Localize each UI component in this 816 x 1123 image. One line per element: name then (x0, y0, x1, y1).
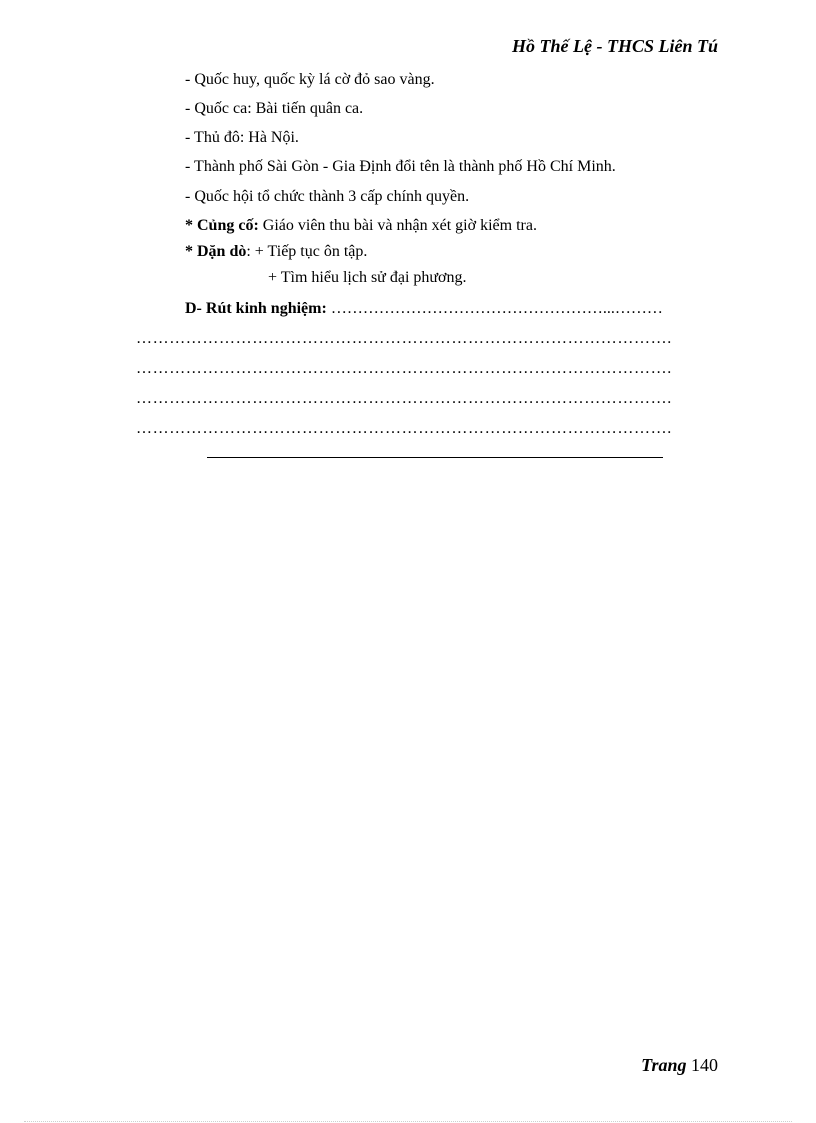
dan-do-text-2: + Tìm hiểu lịch sử đại phương. (268, 269, 467, 286)
list-item: - Thành phố Sài Gòn - Gia Định đổi tên là thành phố Hồ Chí Minh. (185, 158, 616, 175)
list-item: - Quốc hội tổ chức thành 3 cấp chính quyền. (185, 188, 470, 205)
divider (207, 457, 663, 458)
rut-kinh-nghiem-line (185, 299, 663, 319)
page-header: Hồ Thế Lệ - THCS Liên Tú (512, 36, 718, 56)
dan-do-text: : + Tiếp tục ôn tập. (246, 243, 368, 260)
cung-co-line (185, 216, 537, 236)
dan-do-label: * Dặn dò (185, 243, 247, 260)
dotted-line: ……………………………………………………………………………………. (136, 420, 672, 437)
page-number: 140 (691, 1055, 718, 1075)
rut-kinh-nghiem-dots: ……………………………………………...……… (326, 300, 663, 317)
cung-co-text: Giáo viên thu bài và nhận xét giờ kiểm tra. (258, 217, 537, 234)
list-item: - Thủ đô: Hà Nội. (185, 129, 299, 146)
page-label: Trang (641, 1055, 687, 1075)
dotted-line: ……………………………………………………………………………………. (136, 330, 672, 347)
page-footer (641, 1055, 718, 1076)
dan-do-line (185, 242, 367, 262)
list-item: - Quốc ca: Bài tiến quân ca. (185, 100, 364, 117)
dotted-line: ……………………………………………………………………………………. (136, 390, 672, 407)
dotted-line: ……………………………………………………………………………………. (136, 360, 672, 377)
cung-co-label: * Củng cố: (185, 217, 259, 234)
rut-kinh-nghiem-label: D- Rút kinh nghiệm: (185, 300, 327, 317)
list-item: - Quốc huy, quốc kỳ lá cờ đỏ sao vàng. (185, 71, 435, 88)
page-border (24, 1121, 792, 1122)
